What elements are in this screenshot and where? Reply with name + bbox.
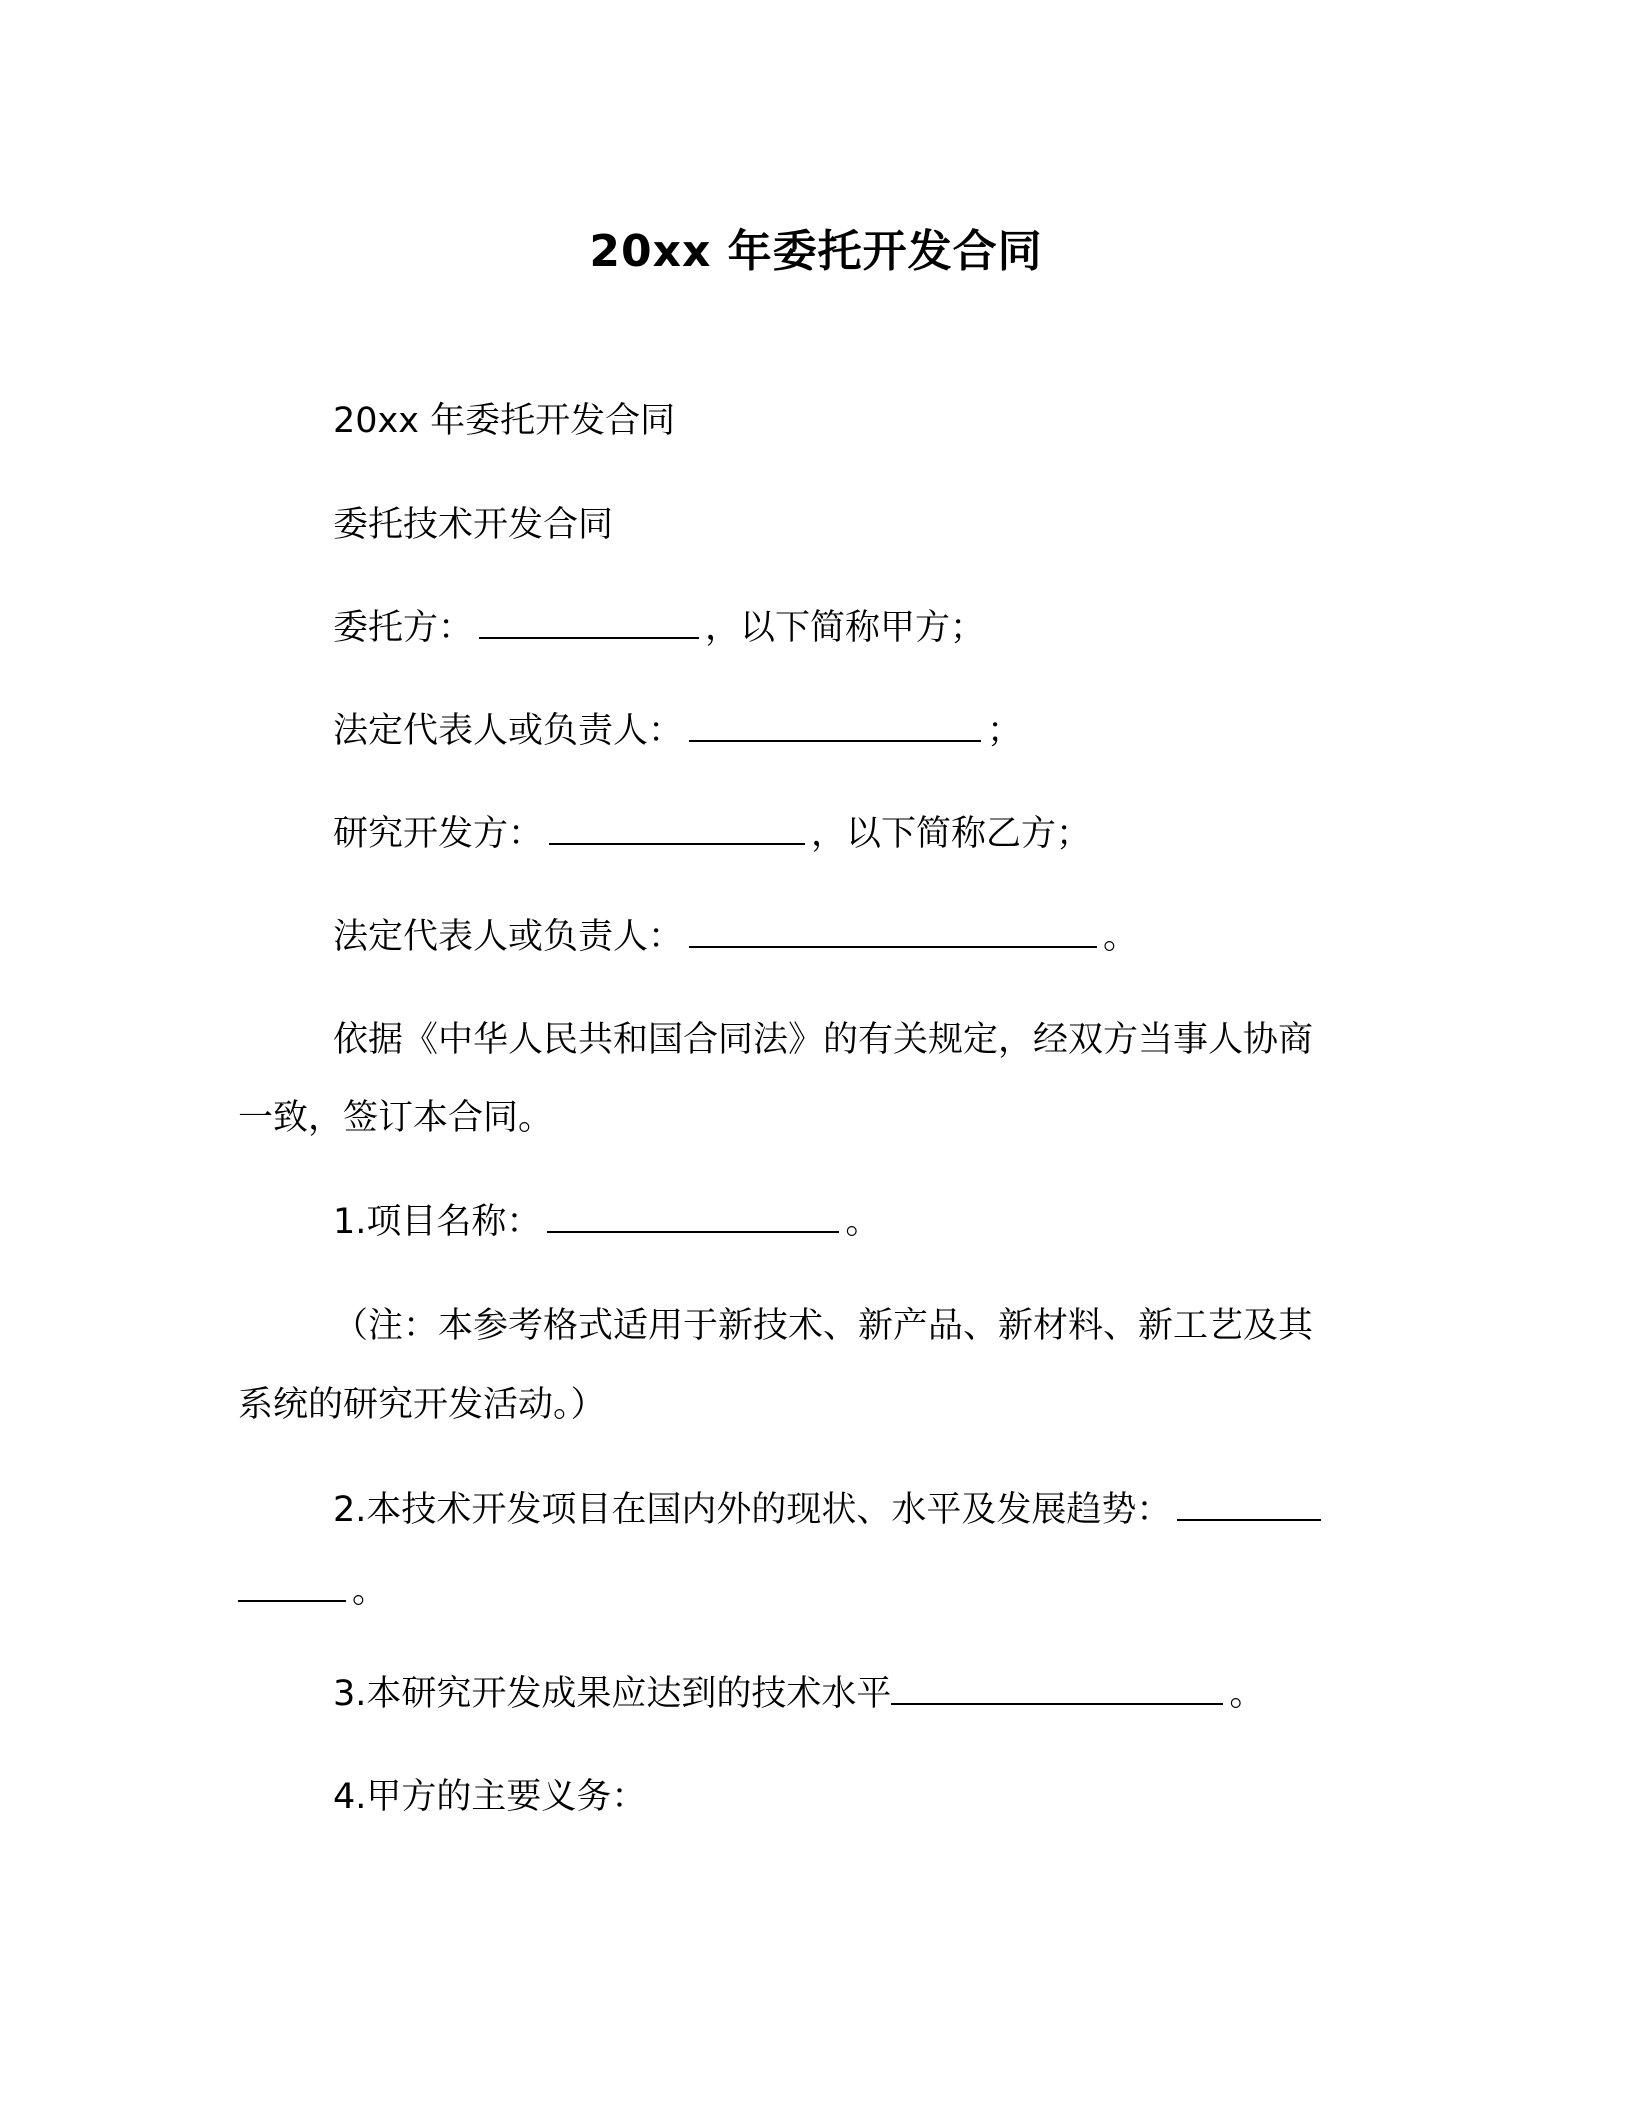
client-blank[interactable] [479,603,699,639]
technical-level-label: 3.本研究开发成果应达到的技术水平 [333,1674,892,1714]
developer-representative-blank[interactable] [689,912,1097,948]
party-a-obligations: 4.甲方的主要义务： [333,1777,647,1817]
developer-line [333,809,1091,859]
technical-level-blank[interactable] [891,1669,1223,1705]
note-line-1: （注：本参考格式适用于新技术、新产品、新材料、新工艺及其 [333,1306,1314,1346]
developer-representative-line [333,912,1138,962]
client-representative-suffix: ； [987,711,1023,751]
client-suffix: ，以下简称甲方； [705,608,986,648]
note-line-2: 系统的研究开发活动。） [238,1385,606,1425]
status-trend-blank-2[interactable] [238,1566,346,1602]
legal-basis-line-1: 依据《中华人民共和国合同法》的有关规定，经双方当事人协商 [333,1020,1314,1060]
developer-blank[interactable] [549,809,805,845]
document-title: 20xx 年委托开发合同 [589,226,1043,277]
project-name-label: 1.项目名称： [333,1202,542,1242]
status-trend-line-1 [333,1485,1327,1535]
client-representative-line [333,706,1022,756]
client-line [333,603,985,653]
developer-representative-suffix: 。 [1103,917,1139,957]
contract-type: 委托技术开发合同 [333,505,614,545]
developer-label: 研究开发方： [333,814,544,854]
client-representative-label: 法定代表人或负责人： [333,711,684,751]
status-trend-blank-1[interactable] [1177,1485,1321,1521]
project-name-suffix: 。 [845,1202,881,1242]
developer-representative-label: 法定代表人或负责人： [333,917,684,957]
contract-heading: 20xx 年委托开发合同 [333,401,676,441]
legal-basis-line-2: 一致，签订本合同。 [238,1098,554,1138]
client-label: 委托方： [333,608,474,648]
project-name-line [333,1197,880,1247]
developer-suffix: ，以下简称乙方； [811,814,1092,854]
status-trend-line-2 [238,1566,387,1616]
project-name-blank[interactable] [547,1197,839,1233]
status-trend-suffix: 。 [352,1571,388,1611]
status-trend-label: 2.本技术开发项目在国内外的现状、水平及发展趋势： [333,1490,1172,1530]
client-representative-blank[interactable] [689,706,981,742]
technical-level-suffix: 。 [1229,1674,1265,1714]
technical-level-line [333,1669,1264,1719]
